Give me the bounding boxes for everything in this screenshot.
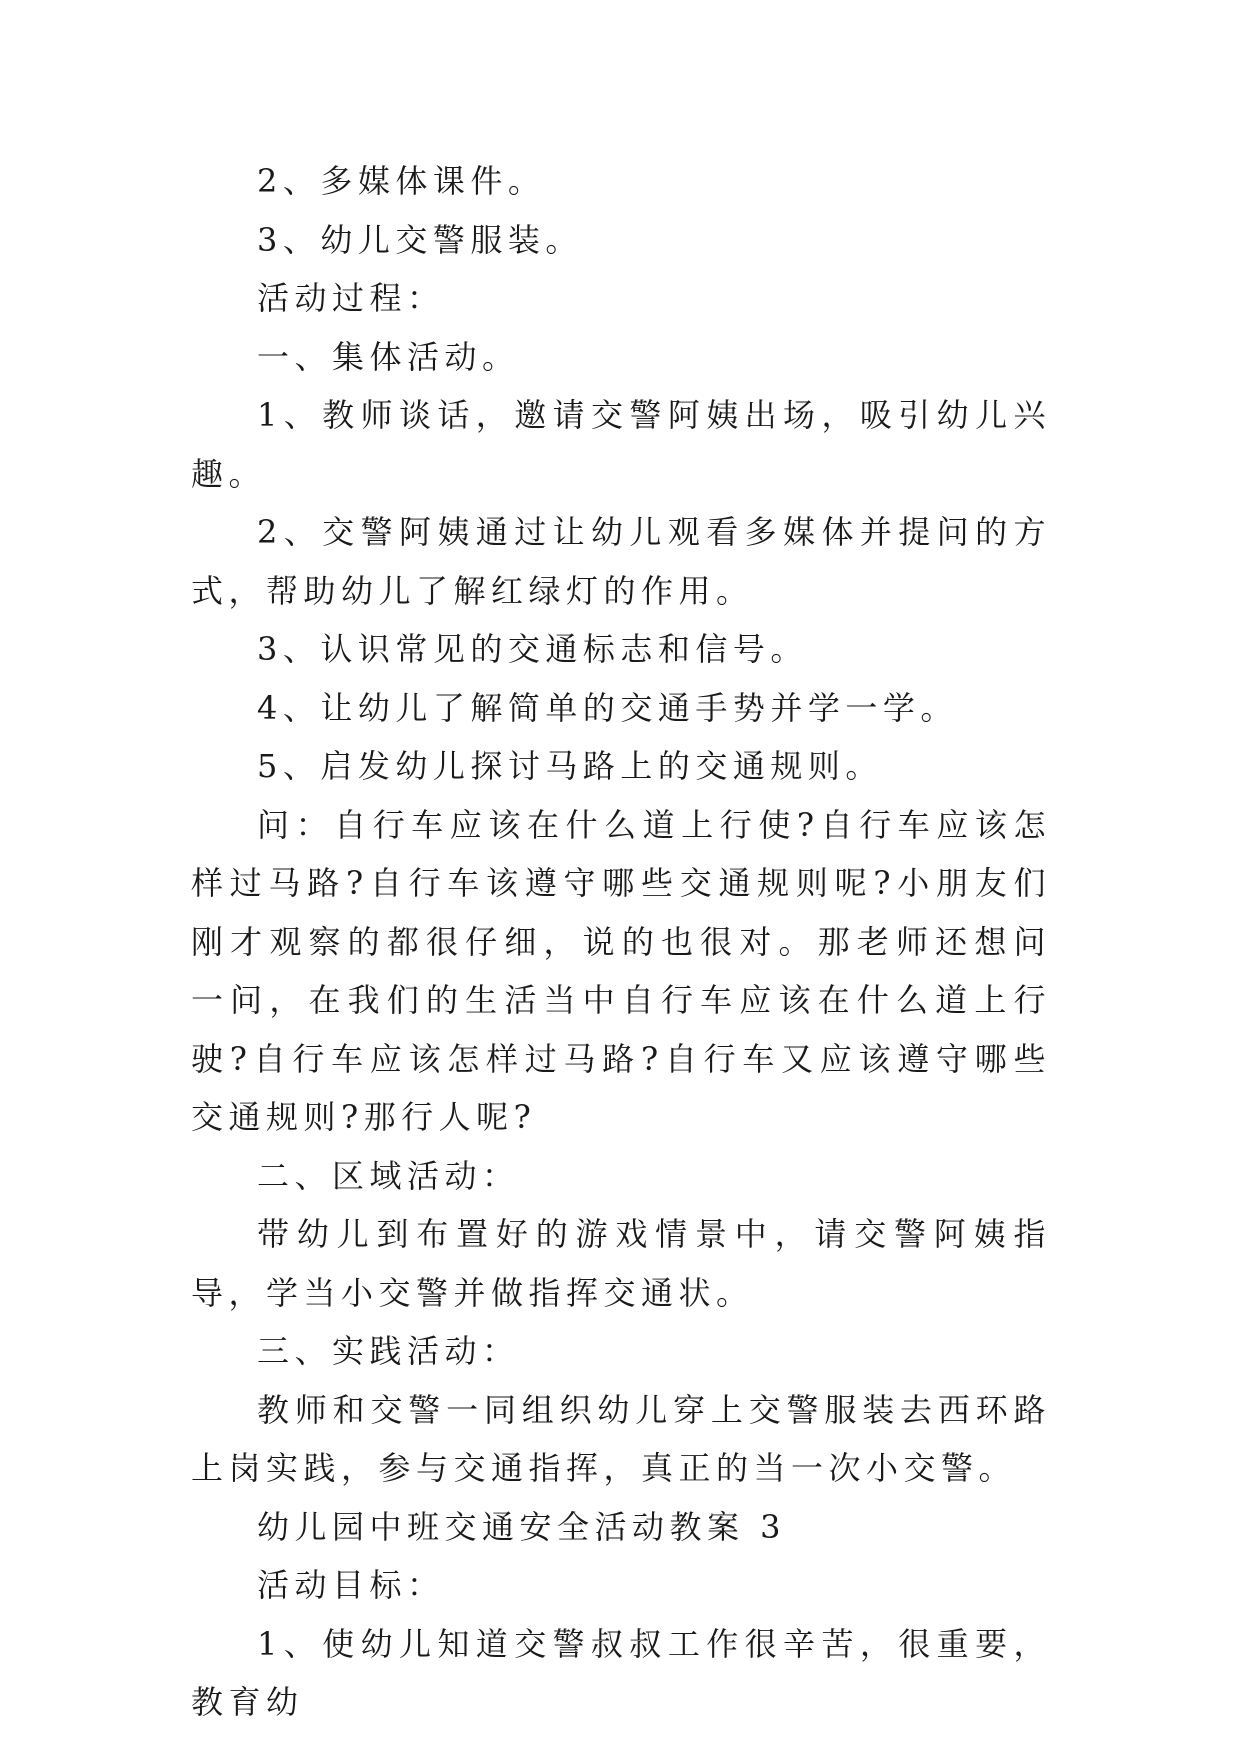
subheading-area-activity: 二、区域活动： [257,1156,520,1195]
step-3: 3、认识常见的交通标志和信号。 [257,630,808,668]
document-body [191,152,1051,1732]
area-activity-text: 带幼儿到布置好的游戏情景中，请交警阿姨指导，学当小交警并做指挥交通状。 [191,1215,1051,1312]
lesson-plan-title-3: 幼儿园中班交通安全活动教案 3 [257,1507,787,1546]
section-heading-goals: 活动目标： [257,1566,445,1604]
practice-activity-text: 教师和交警一同组织幼儿穿上交警服装去西环路上岗实践，参与交通指挥，真正的当一次小交警。 [191,1390,1051,1487]
subheading-group-activity: 一、集体活动。 [257,337,520,376]
section-heading-process: 活动过程： [257,279,445,317]
step-1: 1、教师谈话，邀请交警阿姨出场，吸引幼儿兴趣。 [191,396,1051,493]
step-2: 2、交警阿姨通过让幼儿观看多媒体并提问的方式，帮助幼儿了解红绿灯的作用。 [191,513,1051,610]
goal-1: 1、使幼儿知道交警叔叔工作很辛苦，很重要，教育幼 [191,1624,1051,1721]
subheading-practice-activity: 三、实践活动： [257,1332,520,1370]
step-5: 5、启发幼儿探讨马路上的交通规则。 [257,747,883,785]
list-item-materials-3: 3、幼儿交警服装。 [257,220,583,259]
list-item-materials-2: 2、多媒体课件。 [257,162,546,200]
question-paragraph: 问：自行车应该在什么道上行使?自行车应该怎样过马路?自行车该遵守哪些交通规则呢?小朋友们刚才观察的都很仔细，说的也很对。那老师还想问一问，在我们的生活当中自行车应该在什么道上行驶?自行车应该怎样过马路?自行车又应该遵守哪些交通规则?那行人呢? [191,805,1051,1136]
step-4: 4、让幼儿了解简单的交通手势并学一学。 [257,688,958,727]
